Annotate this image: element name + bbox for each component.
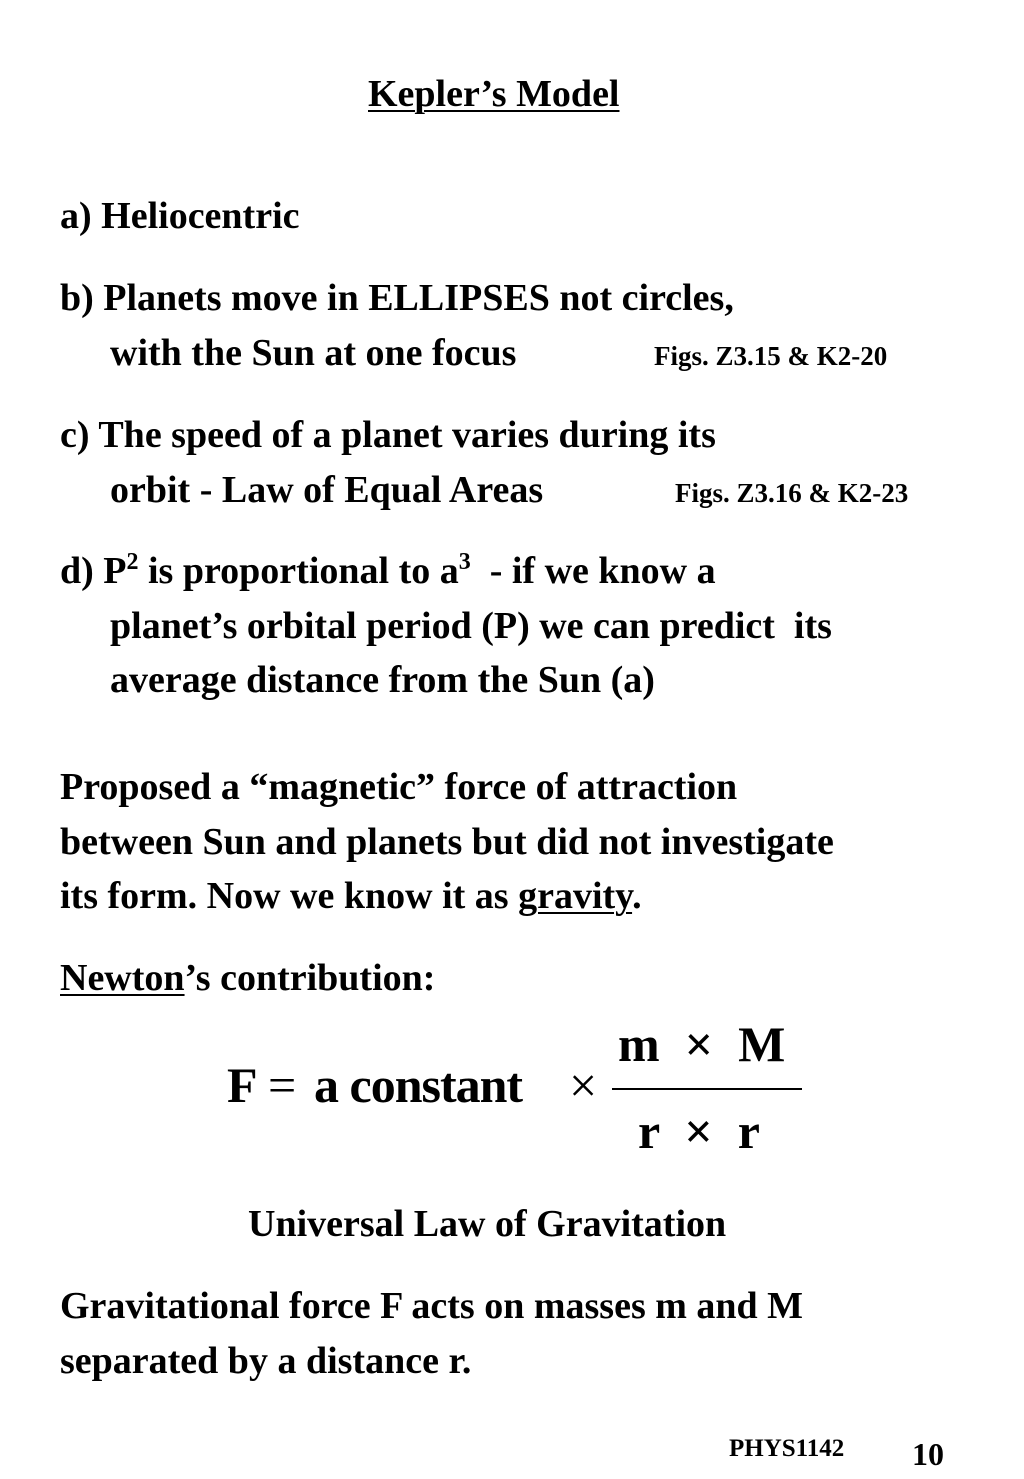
item-d-line1 (60, 549, 716, 593)
item-a: a) Heliocentric (60, 195, 300, 237)
proposal-line3-prefix: its form. Now we know it as (60, 875, 519, 917)
conclusion-line2: separated by a distance r. (60, 1340, 472, 1382)
item-d-suffix: - if we know a (470, 550, 716, 592)
item-c-line1: c) The speed of a planet varies during its (60, 414, 716, 456)
proposal-line3 (60, 874, 642, 918)
item-d-mid: is proportional to a (138, 550, 459, 592)
item-d-line3: average distance from the Sun (a) (110, 659, 655, 701)
proposal-line1: Proposed a “magnetic” force of attraction (60, 766, 738, 808)
equation-lhs: F (227, 1057, 258, 1113)
item-b-line2: with the Sun at one focus (110, 332, 517, 374)
equation-constant: a constant (314, 1057, 523, 1113)
item-b-line1: b) Planets move in ELLIPSES not circles, (60, 277, 734, 319)
item-c-figs: Figs. Z3.16 & K2-23 (675, 478, 909, 508)
item-d-exp2: 3 (458, 549, 471, 575)
item-c-line2: orbit - Law of Equal Areas (110, 469, 544, 511)
conclusion-line1: Gravitational force F acts on masses m and M (60, 1285, 804, 1327)
item-d-line2: planet’s orbital period (P) we can predict its (110, 605, 832, 647)
equation-equals: = (268, 1057, 297, 1113)
item-b-figs: Figs. Z3.15 & K2-20 (654, 341, 888, 371)
equation-denominator: r × r (638, 1103, 760, 1159)
fraction-bar (612, 1088, 802, 1090)
course-code: PHYS1142 (729, 1435, 845, 1462)
equation-numerator: m × M (618, 1016, 786, 1072)
page-number: 10 (912, 1436, 944, 1472)
newton-suffix: ’s contribution: (184, 957, 436, 999)
item-d-prefix: d) P (60, 550, 127, 592)
item-d-exp1: 2 (126, 549, 139, 575)
proposal-line2: between Sun and planets but did not investigate (60, 821, 834, 863)
proposal-line3-suffix: . (632, 875, 642, 917)
equation-times: × (569, 1057, 598, 1113)
gravity-term: gravity (518, 875, 633, 917)
page-title: Kepler’s Model (368, 73, 620, 115)
newton-name: Newton (60, 957, 185, 999)
law-title: Universal Law of Gravitation (248, 1203, 727, 1245)
newton-heading (60, 956, 435, 1000)
